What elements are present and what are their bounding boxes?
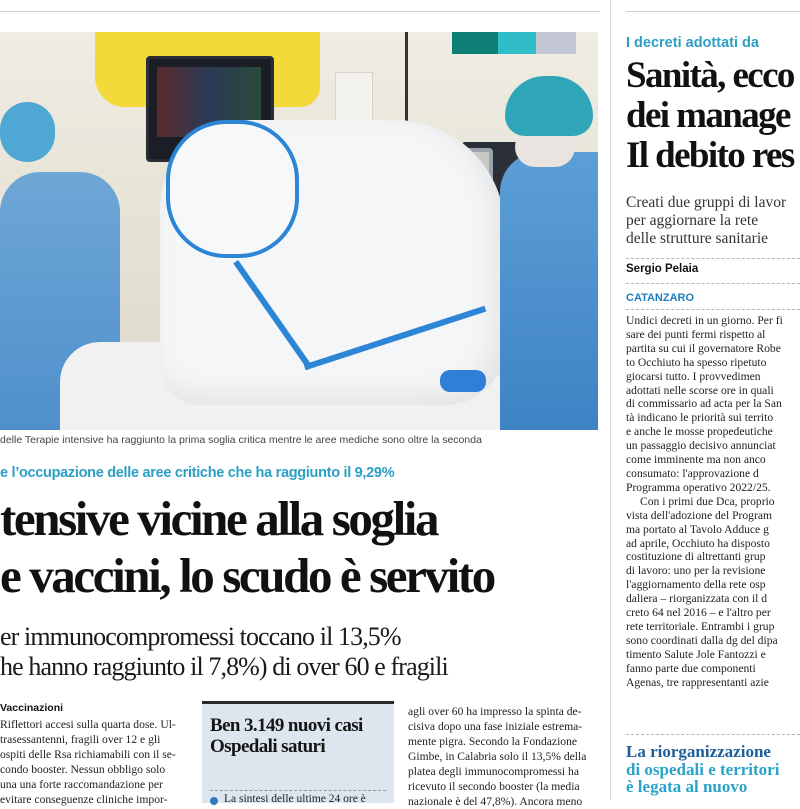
main-kicker: e l’occupazione delle aree critiche che ha raggiunto il 9,29% [0, 465, 395, 481]
box-title [210, 715, 390, 757]
bullet-icon [210, 797, 218, 805]
subhead-line: per aggiornare la rete [626, 212, 759, 229]
text-line: Agenas, tre rappresentanti azie [626, 675, 769, 689]
headline-line: è legata al nuovo [626, 777, 748, 796]
side-kicker: I decreti adottati da [626, 35, 759, 51]
photo-cabinet [452, 32, 498, 54]
text-line: creto 64 nel 2016 – e l'altro per [626, 606, 771, 620]
photo-cabinet [498, 32, 536, 54]
box-title-line: Ben 3.149 nuovi casi [210, 715, 363, 736]
text-line: sono coordinati dalla dg del dipa [626, 633, 778, 647]
text-line: to Occhiuto ha spesso ripetuto [626, 355, 767, 369]
text-line: timento Salute Jole Fantozzi e [626, 647, 766, 661]
right-top-rule [626, 11, 800, 12]
article-photo [0, 32, 598, 430]
section-label: Vaccinazioni [0, 702, 64, 714]
text-line: una una forte raccomandazione per [0, 778, 163, 791]
text-line: come imminente ma non anco [626, 453, 766, 467]
text-line: Riflettori accesi sulla quarta dose. Ul- [0, 718, 176, 731]
divider [626, 309, 800, 310]
side-body [626, 314, 800, 689]
text-line: Programma operativo 2022/25. [626, 480, 771, 494]
photo-nurse-cap [0, 102, 55, 162]
author-byline: Sergio Pelaia [626, 263, 699, 275]
text-line: di lavoro: uno per la revisione [626, 564, 766, 578]
text-line: Con i primi due Dca, proprio [640, 494, 775, 508]
photo-glove [440, 370, 486, 392]
text-line: rete territoriale. Entrambi i grup [626, 619, 775, 633]
divider [626, 734, 800, 735]
text-line: adottati nelle scorse ore in quali [626, 383, 774, 397]
subhead-line: er immunocompromessi toccano il 13,5% [0, 622, 401, 651]
text-line: tà indicano le priorità sui territo [626, 411, 774, 425]
text-line: platea degli immunocompromessi ha [408, 765, 579, 778]
photo-caption: delle Terapie intensive ha raggiunto la prima soglia critica mentre le aree mediche sono oltre la seconda [0, 434, 482, 446]
top-rule [0, 11, 600, 12]
headline-line: di ospedali e territori [626, 759, 780, 779]
divider [626, 258, 800, 259]
text-line: ospiti delle Rsa richiamabili con il se- [0, 748, 176, 761]
headline-line: tensive vicine alla soglia [0, 491, 438, 546]
text-line: Gimbe, in Calabria solo il 13,5% della [408, 750, 587, 763]
text-line: ad aprile, Occhiuto ha disposto [626, 536, 770, 550]
photo-cabinet [536, 32, 576, 54]
article-column-1 [0, 701, 190, 807]
headline-line: Sanità, ecco [626, 55, 794, 96]
text-line: cisiva dopo una fase iniziale estrema- [408, 720, 583, 733]
text-line: vista dell'adozione del Program [626, 508, 773, 522]
text-line: mente pigra. Secondo la Fondazione [408, 735, 578, 748]
text-line: di commissario ad acta per la San [626, 397, 782, 411]
text-line: un passaggio decisivo annunciat [626, 439, 776, 453]
photo-protective-suit [160, 120, 505, 405]
headline-line: Il debito res [626, 135, 794, 176]
article-column-3 [408, 704, 598, 809]
subhead-line: Creati due gruppi di lavor [626, 194, 787, 211]
divider [626, 283, 800, 284]
text-line: nazionale è del 47,8%). Ancora meno [408, 795, 583, 808]
text-line: ma portato al Tavolo Adduce g [626, 522, 769, 536]
text-line: daliera – riorganizzata con il d [626, 592, 768, 606]
headline-line: dei manage [626, 95, 790, 136]
headline-line: e vaccini, lo scudo è servito [0, 548, 494, 603]
text-line: partita su cui il governatore Robe [626, 341, 781, 355]
text-line: fanno parte due componenti [626, 661, 756, 675]
box-title-line: Ospedali saturi [210, 736, 326, 757]
text-line: l'aggiornamento della rete osp [626, 578, 766, 592]
headline-line: La riorganizzazione [626, 742, 771, 761]
text-line: trasessantenni, fragili over 12 e gli [0, 733, 161, 746]
text-line: agli over 60 ha impresso la spinta de- [408, 705, 582, 718]
text-line: giocarsi tutto. I provvedimen [626, 369, 761, 383]
text-line: e anche le mosse propedeutiche [626, 425, 773, 439]
related-headline [626, 743, 779, 796]
side-subhead [626, 194, 786, 248]
text-line: ricevuto il secondo booster (la media [408, 780, 580, 793]
photo-nurse-right [500, 152, 598, 430]
text-line: consumato: l'approvazione d [626, 466, 759, 480]
text-line: evitare conseguenze cliniche impor- [0, 793, 168, 806]
text-line: costituzione di altrettanti grup [626, 550, 766, 564]
main-subhead [0, 622, 448, 682]
sidebar-box [202, 701, 394, 803]
text-line: condo booster. Nessun obbligo solo [0, 763, 166, 776]
main-headline [0, 490, 610, 604]
box-bullet-text: La sintesi delle ultime 24 ore è [224, 793, 366, 805]
dateline-place: CATANZARO [626, 292, 695, 304]
subhead-line: delle strutture sanitarie [626, 230, 769, 247]
side-headline [626, 56, 794, 176]
subhead-line: he hanno raggiunto il 7,8%) di over 60 e fragili [0, 652, 448, 681]
text-line: sare dei punti fermi rispetto al [626, 327, 766, 341]
text-line: Undici decreti in un giorno. Per fi [626, 314, 783, 327]
box-divider [210, 790, 386, 791]
column-divider [610, 0, 611, 800]
